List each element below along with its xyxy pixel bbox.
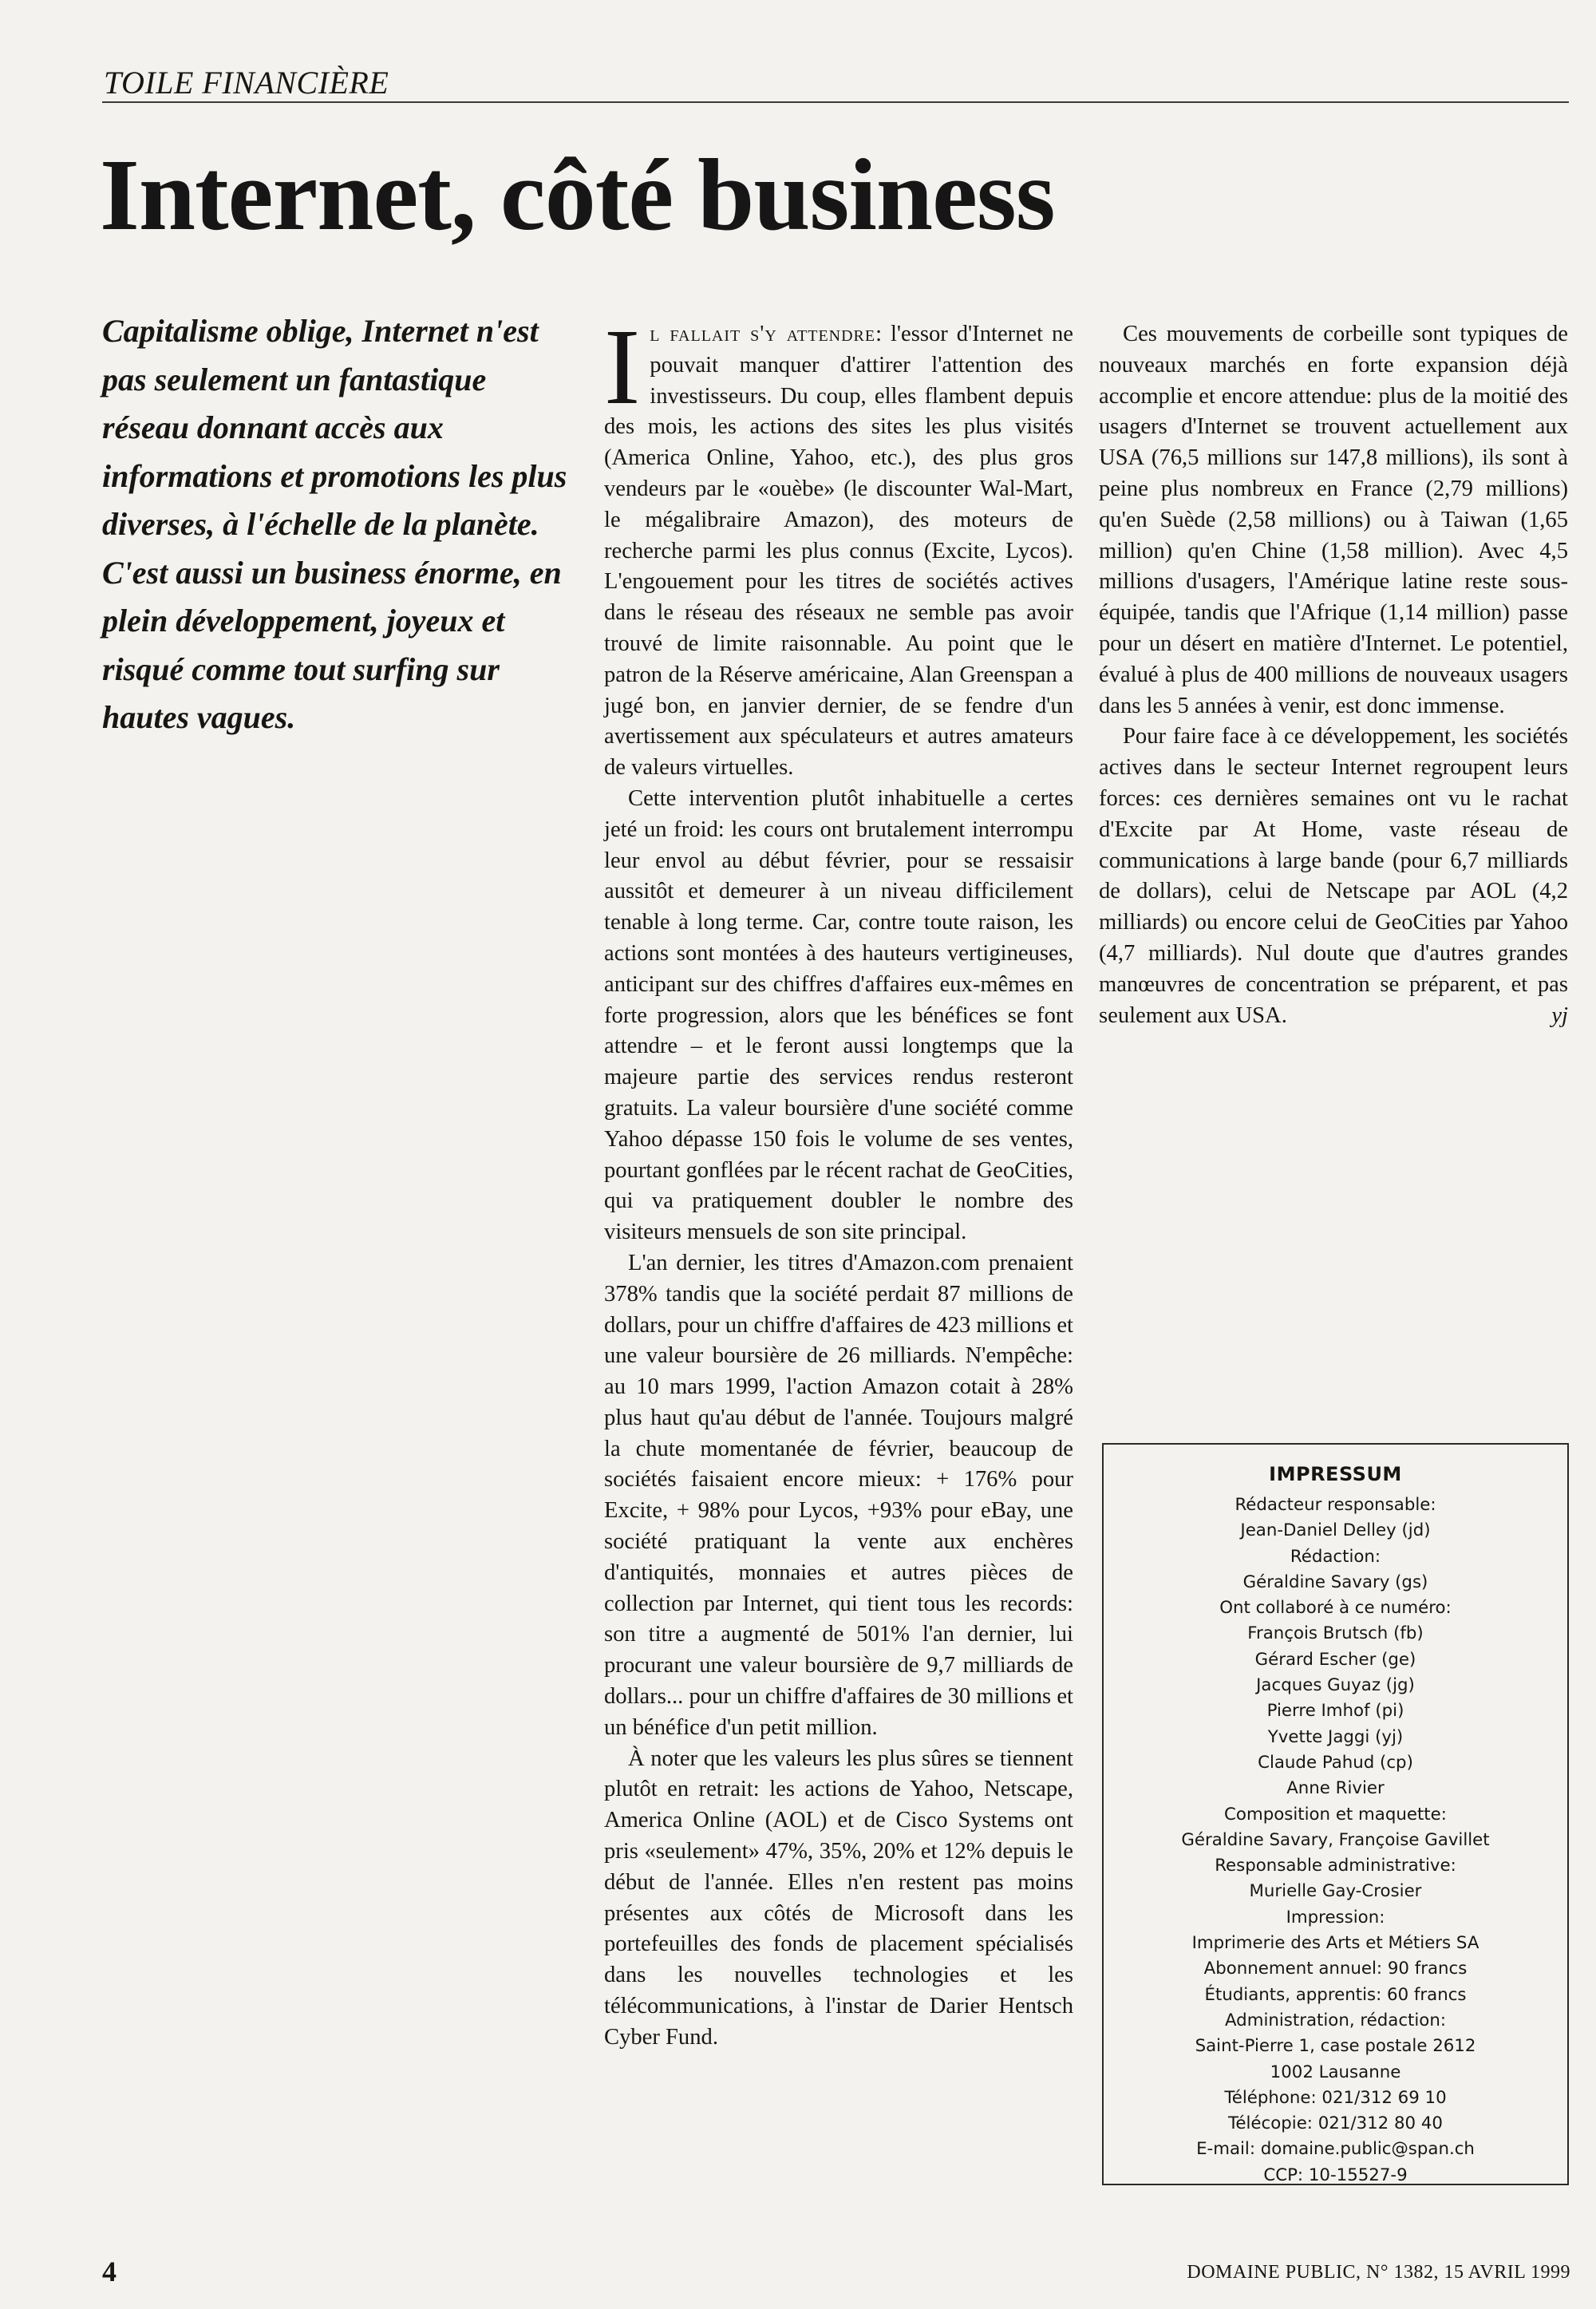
section-label: TOILE FINANCIÈRE (104, 65, 389, 101)
impressum-line: Jean-Daniel Delley (jd) (1240, 1520, 1431, 1541)
article-paragraph: À noter que les valeurs les plus sûres se tiennent plutôt en retrait: les actions de Yahoo, Netscape, America Online (AOL) et de Cisco Systems ont pris «seulement» 47%, 35%, 20% et 12% depuis le début de l'année. Elles n'en restent pas moins présentes aux côtés de Microsoft dans les portefeuilles des fonds de placement spécialisés dans les nouvelles technologies et les télécommunications, à l'instar de Darier Hentsch Cyber Fund. (604, 1746, 1073, 2050)
impressum-line: Claude Pahud (cp) (1258, 1752, 1413, 1773)
impressum-line: CCP: 10-15527-9 (1263, 2165, 1408, 2185)
impressum-line: Responsable administrative: (1215, 1856, 1456, 1876)
impressum-line: Rédacteur responsable: (1235, 1495, 1436, 1515)
article-paragraph (604, 307, 1073, 784)
impressum-title: IMPRESSUM (1269, 1463, 1402, 1485)
lead-paragraph: Capitalisme oblige, Internet n'est pas seulement un fantastique réseau donnant accès aux informations et promotions les plus diverses, à l'échelle de la planète. (102, 313, 567, 542)
impressum-line: Géraldine Savary, Françoise Gavillet (1181, 1829, 1490, 1850)
impressum-line: Étudiants, apprentis: 60 francs (1204, 1984, 1467, 2005)
paragraph-text: : l'essor d'Internet ne pouvait manquer d'attirer l'attention des investisseurs. Du coup, elles flambent depuis des mois, les actions des sites les plus visités (America Online, Yahoo, etc.), des plus gros vendeurs par le «ouèbe» (le discounter Wal-Mart, le mégalibraire Amazon), des moteurs de recherche parmi les plus connus (Excite, Lycos). L'engouement pour les titres de sociétés actives dans le réseau des réseaux ne semble pas avoir trouvé de limite raisonnable. Au point que le patron de la Réserve américaine, Alan Greenspan a jugé bon, en janvier dernier, de se fendre d'un avertissement aux spéculateurs et autres amateurs de valeurs virtuelles. (604, 322, 1073, 781)
article-paragraph: Cette intervention plutôt inhabituelle a certes jeté un froid: les cours ont brutalement interrompu leur envol au début février, pour se ressaisir aussitôt et demeurer à un niveau difficilement tenable à long terme. Car, contre toute raison, les actions sont montées à des hauteurs vertigineuses, anticipant sur des chiffres d'affaires eux-mêmes en forte progression, alors que les bénéfices se font attendre – et le feront aussi longtemps que la majeure partie des services rendus resteront gratuits. La valeur boursière d'une société comme Yahoo dépasse 150 fois le volume de ses ventes, pourtant gonflées par le récent rachat de GeoCities, qui va pratiquement doubler le nombre des visiteurs mensuels de son site principal. (604, 785, 1073, 1245)
article-paragraph (1099, 722, 1568, 1031)
page-number: 4 (102, 2256, 117, 2287)
impressum-line: Rédaction: (1290, 1546, 1381, 1567)
impressum-line: Géraldine Savary (gs) (1242, 1572, 1428, 1592)
impressum-line: Gérard Escher (ge) (1254, 1649, 1416, 1670)
impressum-line: Impression: (1286, 1907, 1385, 1927)
impressum-line: Imprimerie des Arts et Métiers SA (1191, 1933, 1479, 1954)
impressum-line: Administration, rédaction: (1224, 2010, 1446, 2030)
header-rule (102, 101, 1569, 103)
publication-footer: DOMAINE PUBLIC, N° 1382, 15 AVRIL 1999 (1187, 2262, 1570, 2283)
impressum-line: François Brutsch (fb) (1247, 1623, 1424, 1644)
impressum-line: E-mail: domaine.public@span.ch (1196, 2139, 1475, 2160)
opening-words: l fallait s'y attendre (650, 322, 876, 346)
impressum-line: Ont collaboré à ce numéro: (1219, 1598, 1452, 1619)
article-column-1 (604, 307, 1073, 2219)
drop-cap: I (604, 307, 641, 427)
impressum-line: Yvette Jaggi (yj) (1267, 1726, 1404, 1747)
impressum-line: 1002 Lausanne (1270, 2062, 1401, 2082)
impressum-lines (1112, 1493, 1559, 2188)
author-signature: yj (1551, 1002, 1568, 1028)
impressum-box (1102, 1443, 1569, 2185)
article-column-2 (1099, 319, 1568, 1421)
impressum-line: Téléphone: 021/312 69 10 (1224, 2087, 1447, 2108)
impressum-line: Télécopie: 021/312 80 40 (1228, 2113, 1443, 2134)
impressum-line: Jacques Guyaz (jg) (1256, 1675, 1415, 1696)
impressum-line: Composition et maquette: (1224, 1804, 1447, 1825)
article-lead (102, 307, 581, 742)
impressum-line: Saint-Pierre 1, case postale 2612 (1195, 2036, 1476, 2057)
impressum-line: Murielle Gay-Crosier (1249, 1881, 1422, 1902)
impressum-line: Abonnement annuel: 90 francs (1203, 1959, 1468, 1979)
article-paragraph: L'an dernier, les titres d'Amazon.com prenaient 378% tandis que la société perdait 87 millions de dollars, pour un chiffre d'affaires de 423 millions et une valeur boursière de 26 milliards. N'empêche: au 10 mars 1999, l'action Amazon cotait à 28% plus haut qu'au début de l'année. Toujours malgré la chute momentanée de février, beaucoup de sociétés faisaient encore mieux: + 176% pour Excite, + 98% pour Lycos, +93% pour eBay, une société pratiquant la vente aux enchères d'antiquités, monnaies et autres pièces de collection par Internet, qui tient tous les records: son titre a augmenté de 501% l'an dernier, lui procurant une valeur boursière de 9,7 milliards de dollars... pour un chiffre d'affaires de 30 millions et un bénéfice d'un petit million. (604, 1250, 1073, 1740)
impressum-line: Anne Rivier (1286, 1778, 1385, 1799)
paragraph-text: Pour faire face à ce développement, les sociétés actives dans le secteur Internet regroupent leurs forces: ces dernières semaines ont vu le rachat d'Excite par At Home, vaste réseau de communications à large bande (pour 6,7 milliards de dollars), celui de Netscape par AOL (4,2 milliards) ou encore celui de GeoCities par Yahoo (4,7 milliards). Nul doute que d'autres grandes manœuvres de concentration se préparent, et pas seulement aux USA. (1099, 724, 1568, 1028)
lead-paragraph: C'est aussi un business énorme, en plein développement, joyeux et risqué comme tout surfing sur hautes vagues. (102, 554, 562, 735)
article-headline: Internet, côté business (100, 138, 1055, 251)
impressum-line: Pierre Imhof (pi) (1266, 1701, 1404, 1722)
article-paragraph: Ces mouvements de corbeille sont typiques de nouveaux marchés en forte expansion déjà accomplie et encore attendue: plus de la moitié des usagers d'Internet se trouvent actuellement aux USA (76,5 millions sur 147,8 millions), ils sont à peine plus nombreux en France (2,79 millions) qu'en Suède (2,58 millions) ou à Taiwan (1,65 million) qu'en Chine (1,58 million). Avec 4,5 millions d'usagers, l'Amérique latine reste sous-équipée, tandis que l'Afrique (1,14 million) passe pour un désert en matière d'Internet. Le potentiel, évalué à plus de 400 millions de nouveaux usagers dans les 5 années à venir, est donc immense. (1099, 322, 1568, 718)
